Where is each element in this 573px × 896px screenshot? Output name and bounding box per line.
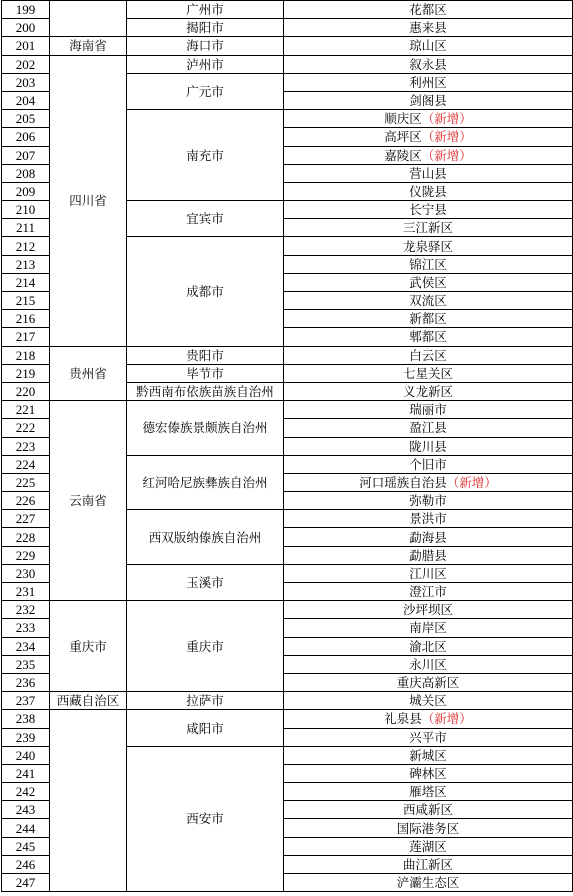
county-name: 锦江区 [409,256,447,272]
new-tag: （新增） [421,711,472,727]
county-cell [284,201,573,219]
county-name: 兴平市 [409,729,447,745]
city-cell: 德宏傣族景颇族自治州 [127,401,284,456]
row-number: 202 [2,55,50,73]
county-name: 勐腊县 [409,547,447,563]
province-cell: 云南省 [50,401,127,601]
county-name: 高坪区 [384,129,422,145]
row-number: 229 [2,546,50,564]
county-cell [284,528,573,546]
county-cell [284,328,573,346]
county-cell [284,419,573,437]
row-number: 224 [2,455,50,473]
county-cell [284,292,573,310]
county-cell [284,492,573,510]
county-cell [284,364,573,382]
county-cell [284,237,573,255]
county-cell [284,510,573,528]
county-cell [284,437,573,455]
row-number: 233 [2,619,50,637]
row-number: 246 [2,855,50,873]
county-cell [284,619,573,637]
county-name: 新城区 [409,747,447,763]
county-cell [284,801,573,819]
county-name: 龙泉驿区 [402,238,453,254]
county-cell [284,146,573,164]
county-name: 浐灞生态区 [396,875,460,891]
row-number: 241 [2,764,50,782]
row-number: 221 [2,401,50,419]
county-cell [284,874,573,892]
county-cell [284,19,573,37]
row-number: 239 [2,728,50,746]
county-name: 勐海县 [409,529,447,545]
county-cell [284,564,573,582]
row-number: 238 [2,710,50,728]
new-tag: （新增） [421,129,472,145]
row-number: 218 [2,346,50,364]
table-row [2,601,573,619]
county-name: 武侯区 [409,274,447,290]
county-name: 弥勒市 [409,493,447,509]
county-cell [284,55,573,73]
county-cell [284,819,573,837]
county-cell [284,637,573,655]
row-number: 210 [2,201,50,219]
row-number: 230 [2,564,50,582]
county-name: 嘉陵区 [384,147,422,163]
province-cell: 四川省 [50,55,127,346]
table-row [2,401,573,419]
city-cell: 泸州市 [127,55,284,73]
row-number: 244 [2,819,50,837]
row-number: 207 [2,146,50,164]
county-cell [284,346,573,364]
city-cell: 重庆市 [127,601,284,692]
row-number: 225 [2,473,50,491]
row-number: 208 [2,164,50,182]
row-number: 223 [2,437,50,455]
county-cell [284,219,573,237]
table-row [2,710,573,728]
county-name: 营山县 [409,165,447,181]
row-number: 205 [2,110,50,128]
city-cell: 毕节市 [127,364,284,382]
row-number: 232 [2,601,50,619]
county-name: 礼泉县 [384,711,422,727]
county-name: 沙坪坝区 [402,602,453,618]
row-number: 240 [2,746,50,764]
row-number: 203 [2,73,50,91]
county-cell [284,73,573,91]
row-number: 204 [2,91,50,109]
county-cell [284,110,573,128]
row-number: 236 [2,673,50,691]
city-cell: 广州市 [127,1,284,19]
county-cell [284,164,573,182]
county-cell [284,764,573,782]
county-cell [284,546,573,564]
county-name: 瑞丽市 [409,402,447,418]
province-cell: 重庆市 [50,601,127,692]
row-number: 222 [2,419,50,437]
county-cell [284,473,573,491]
county-name: 顺庆区 [384,111,422,127]
province-cell: 西藏自治区 [50,692,127,710]
county-name: 惠来县 [409,20,447,36]
county-cell [284,673,573,691]
city-cell: 拉萨市 [127,692,284,710]
city-cell: 玉溪市 [127,564,284,600]
county-cell [284,692,573,710]
county-name: 个旧市 [409,456,447,472]
row-number: 243 [2,801,50,819]
province-cell: 贵州省 [50,346,127,401]
county-name: 花都区 [409,2,447,18]
row-number: 217 [2,328,50,346]
county-cell [284,710,573,728]
county-name: 重庆高新区 [396,675,460,691]
new-tag: （新增） [421,111,472,127]
table-row [2,346,573,364]
county-name: 郫都区 [409,329,447,345]
row-number: 216 [2,310,50,328]
city-cell: 咸阳市 [127,710,284,746]
city-cell: 海口市 [127,37,284,55]
county-name: 新都区 [409,311,447,327]
county-name: 西咸新区 [402,802,453,818]
row-number: 215 [2,292,50,310]
row-number: 245 [2,837,50,855]
county-name: 南岸区 [409,620,447,636]
city-cell: 揭阳市 [127,19,284,37]
city-cell: 西安市 [127,746,284,892]
row-number: 237 [2,692,50,710]
county-cell [284,746,573,764]
row-number: 231 [2,583,50,601]
county-name: 城关区 [409,693,447,709]
row-number: 234 [2,637,50,655]
table-row [2,692,573,710]
county-name: 曲江新区 [402,856,453,872]
county-cell [284,728,573,746]
row-number: 199 [2,1,50,19]
county-name: 雁塔区 [409,784,447,800]
county-name: 永川区 [409,656,447,672]
county-name: 三江新区 [402,220,453,236]
county-cell [284,382,573,400]
city-cell: 贵阳市 [127,346,284,364]
county-name: 仪陇县 [409,183,447,199]
row-number: 201 [2,37,50,55]
row-number: 220 [2,382,50,400]
row-number: 211 [2,219,50,237]
county-name: 澄江市 [409,584,447,600]
county-cell [284,583,573,601]
county-cell [284,255,573,273]
county-name: 叙永县 [409,56,447,72]
row-number: 200 [2,19,50,37]
row-number: 212 [2,237,50,255]
new-tag: （新增） [421,147,472,163]
county-name: 白云区 [409,347,447,363]
city-cell: 红河哈尼族彝族自治州 [127,455,284,510]
city-cell: 宜宾市 [127,201,284,237]
county-name: 盈江县 [409,420,447,436]
county-name: 义龙新区 [402,384,453,400]
row-number: 213 [2,255,50,273]
county-name: 双流区 [409,293,447,309]
county-name: 七星关区 [402,365,453,381]
county-cell [284,401,573,419]
county-cell [284,182,573,200]
city-cell: 南充市 [127,110,284,201]
province-cell: 海南省 [50,37,127,55]
county-name: 莲湖区 [409,838,447,854]
county-name: 景洪市 [409,511,447,527]
county-name: 碑林区 [409,765,447,781]
county-cell [284,1,573,19]
county-cell [284,128,573,146]
province-cell [50,710,127,892]
county-name: 剑阁县 [409,93,447,109]
new-tag: （新增） [446,474,497,490]
county-name: 利州区 [409,74,447,90]
county-name: 江川区 [409,565,447,581]
row-number: 235 [2,655,50,673]
city-cell: 成都市 [127,237,284,346]
county-name: 国际港务区 [396,820,460,836]
row-number: 227 [2,510,50,528]
county-cell [284,273,573,291]
table-row [2,37,573,55]
row-number: 228 [2,528,50,546]
row-number: 219 [2,364,50,382]
row-number: 206 [2,128,50,146]
table-row [2,1,573,19]
county-cell [284,91,573,109]
county-cell [284,601,573,619]
row-number: 247 [2,874,50,892]
county-name: 渝北区 [409,638,447,654]
row-number: 214 [2,273,50,291]
county-cell [284,837,573,855]
county-name: 陇川县 [409,438,447,454]
city-cell: 西双版纳傣族自治州 [127,510,284,565]
county-name: 琼山区 [409,38,447,54]
county-name: 河口瑶族自治县 [359,474,447,490]
county-name: 长宁县 [409,202,447,218]
row-number: 209 [2,182,50,200]
row-number: 226 [2,492,50,510]
county-cell [284,783,573,801]
county-cell [284,37,573,55]
city-cell: 黔西南布依族苗族自治州 [127,382,284,400]
table-row [2,55,573,73]
province-cell [50,1,127,37]
county-cell [284,655,573,673]
row-number: 242 [2,783,50,801]
city-cell: 广元市 [127,73,284,109]
pilot-area-table [1,0,573,892]
county-cell [284,855,573,873]
county-cell [284,455,573,473]
county-cell [284,310,573,328]
